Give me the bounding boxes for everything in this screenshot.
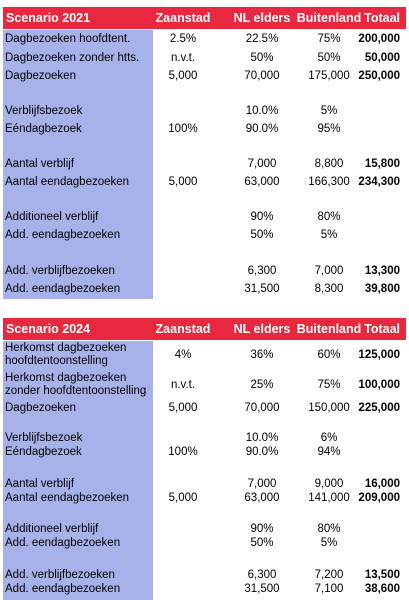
table-title: Scenario 2021 (6, 11, 91, 25)
table-header (3, 318, 406, 340)
col-header-totaal: Totaal (364, 11, 400, 25)
col-header-nl-elders: NL elders (233, 11, 291, 25)
col-header-zaanstad: Zaanstad (155, 322, 211, 336)
col-header-nl-elders: NL elders (233, 322, 291, 336)
table-title: Scenario 2024 (6, 322, 91, 336)
col-header-zaanstad: Zaanstad (155, 11, 211, 25)
scenario-2024-table: Scenario 2024 Zaanstad NL elders Buitenland Totaal Herkomst dagbezoeken hoofdtentoonstelling 4% 36% 60% 125,000 Herkomst dagbezoeken zonder hoofdtentoonstelling n.v.t. 25% 75% 100,000 Dagbezoeken 5,000 70,000 150,000 225,000 Verblijfsbezoek 10.0% 6% Eéndagbezoek 100% 90.0% 94% Aantal verblijf 7,000 9,000 16,000 Aantal eendagbezoeken 5,000 63,000 141,000 209,000 Additioneel verblijf 90% 80% Add. eendagbezoeken 50% 5% Add. verblijfbezoeken 6,300 7,200 13,500 Add. eendagbezoeken 31,500 7,100 38,600 (3, 318, 406, 600)
scenario-2021-table: Scenario 2021 Zaanstad NL elders Buitenland Totaal Dagbezoeken hoofdtent. 2.5% 22.5% 75% 200,000 Dagbezoeken zonder htts. n.v.t. 50% 50% 50,000 Dagbezoeken 5,000 70,000 175,000 250,000 Verblijfsbezoek 10.0% 5% Eéndagbezoek 100% 90.0% 95% Aantal verblijf 7,000 8,800 15,800 Aantal eendagbezoeken 5,000 63,000 166,300 234,300 Additioneel verblijf 90% 80% Add. eendagbezoeken 50% 5% Add. verblijfbezoeken 6,300 7,000 13,300 Add. eendagbezoeken 31,500 8,300 39,800 (3, 7, 406, 299)
col-header-buitenland: Buitenland (296, 11, 362, 25)
col-header-totaal: Totaal (364, 322, 400, 336)
col-header-buitenland: Buitenland (296, 322, 362, 336)
table-header (3, 7, 406, 29)
